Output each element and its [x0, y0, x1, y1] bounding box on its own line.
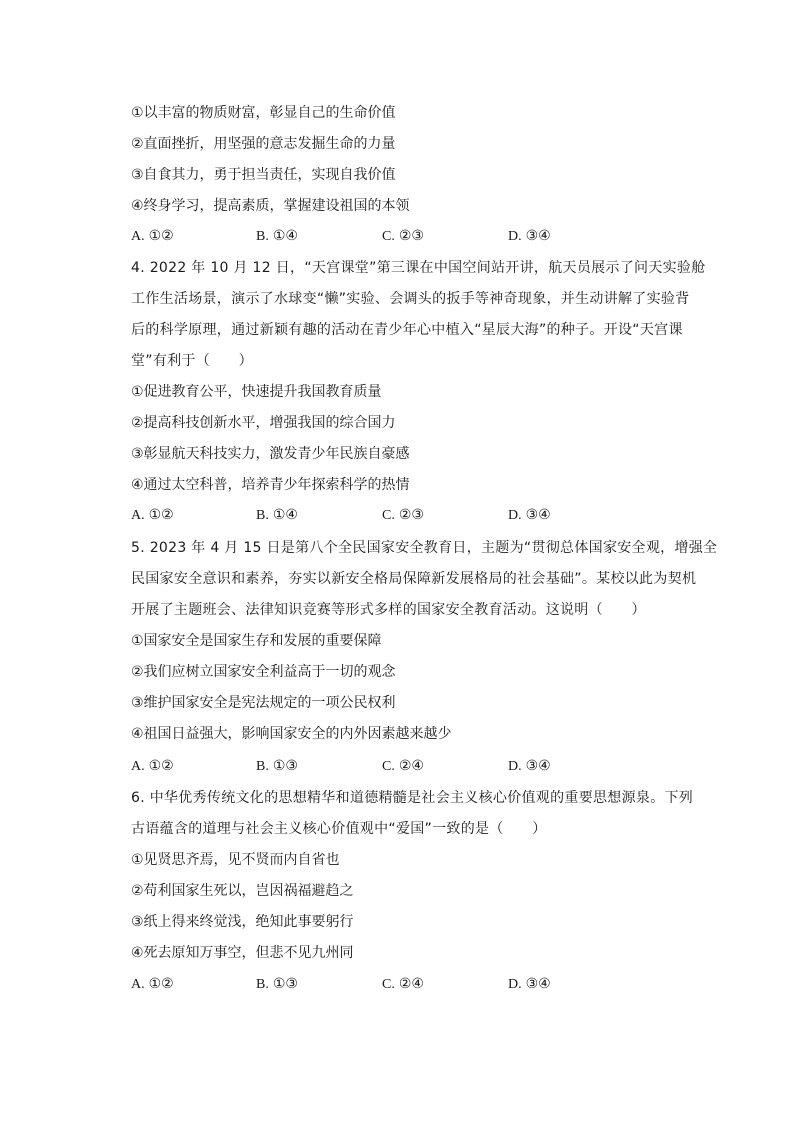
q4-options: [131, 506, 691, 526]
q4-stem-line-1: 4. 2022 年 10 月 12 日，“天宫课堂”第三课在中国空间站开讲，航天员展示了问天实验舱: [131, 260, 706, 276]
q4-option-d: D. ③④: [508, 508, 551, 523]
q5-stem-line-3: 开展了主题班会、法律知识竞赛等形式多样的国家安全教育活动。这说明（ ）: [131, 602, 646, 618]
q4-stem-line-2: 工作生活场景，演示了水球变“懒”实验、会调头的扳手等神奇现象，并生动讲解了实验背: [131, 291, 690, 307]
q5-statement-1: ①国家安全是国家生存和发展的重要保障: [131, 633, 382, 649]
q4-statement-1: ①促进教育公平，快速提升我国教育质量: [131, 384, 382, 400]
q3-option-c: C. ②③: [382, 229, 424, 244]
q3-option-b: B. ①④: [256, 229, 298, 244]
q5-statement-4: ④祖国日益强大，影响国家安全的内外因素越来越少: [131, 726, 452, 742]
q4-statement-3: ③彰显航天科技实力，激发青少年民族自豪感: [131, 446, 410, 462]
q5-option-d: D. ③④: [508, 759, 551, 774]
q5-statement-3: ③维护国家安全是宪法规定的一项公民权利: [131, 695, 396, 711]
q4-option-c: C. ②③: [382, 508, 424, 523]
q6-statement-1: ①见贤思齐焉，见不贤而内自省也: [131, 852, 340, 868]
q6-stem-line-2: 古语蕴含的道理与社会主义核心价值观中“爱国”一致的是（ ）: [131, 821, 547, 837]
q3-statement-1: ①以丰富的物质财富，彰显自己的生命价值: [131, 105, 396, 121]
q5-stem-line-2: 民国家安全意识和素养，夯实以新安全格局保障新发展格局的社会基础”。某校以此为契机: [131, 571, 697, 587]
q4-option-b: B. ①④: [256, 508, 298, 523]
q6-option-c: C. ②④: [382, 977, 424, 992]
q4-statement-4: ④通过太空科普，培养青少年探索科学的热情: [131, 477, 410, 493]
q5-options: [131, 757, 691, 777]
q6-statement-4: ④死去原知万事空，但悲不见九州同: [131, 945, 354, 961]
q3-option-a: A. ①②: [131, 229, 174, 244]
q6-option-a: A. ①②: [131, 977, 174, 992]
q5-option-b: B. ①③: [256, 759, 298, 774]
q4-stem-line-3: 后的科学原理，通过新颖有趣的活动在青少年心中植入“星辰大海”的种子。开设“天宫课: [131, 322, 683, 338]
q4-option-a: A. ①②: [131, 508, 174, 523]
q6-statement-2: ②苟利国家生死以，岂因祸福避趋之: [131, 883, 354, 899]
q5-stem-line-1: 5. 2023 年 4 月 15 日是第八个全民国家安全教育日，主题为“贯彻总体国家安全观，增强全: [131, 540, 718, 556]
q6-statement-3: ③纸上得来终觉浅，绝知此事要躬行: [131, 914, 354, 930]
q3-statement-2: ②直面挫折，用坚强的意志发掘生命的力量: [131, 136, 396, 152]
q6-options: [131, 975, 691, 995]
q3-options: [131, 227, 691, 247]
q3-statement-4: ④终身学习，提高素质，掌握建设祖国的本领: [131, 198, 410, 214]
q3-option-d: D. ③④: [508, 229, 551, 244]
q4-stem-line-4: 堂”有利于（ ）: [131, 353, 253, 369]
q6-option-b: B. ①③: [256, 977, 298, 992]
q5-statement-2: ②我们应树立国家安全利益高于一切的观念: [131, 664, 396, 680]
q4-statement-2: ②提高科技创新水平，增强我国的综合国力: [131, 415, 396, 431]
q3-statement-3: ③自食其力，勇于担当责任，实现自我价值: [131, 167, 396, 183]
q5-option-c: C. ②④: [382, 759, 424, 774]
q6-stem-line-1: 6. 中华优秀传统文化的思想精华和道德精髓是社会主义核心价值观的重要思想源泉。下列: [131, 790, 694, 806]
q6-option-d: D. ③④: [508, 977, 551, 992]
q5-option-a: A. ①②: [131, 759, 174, 774]
